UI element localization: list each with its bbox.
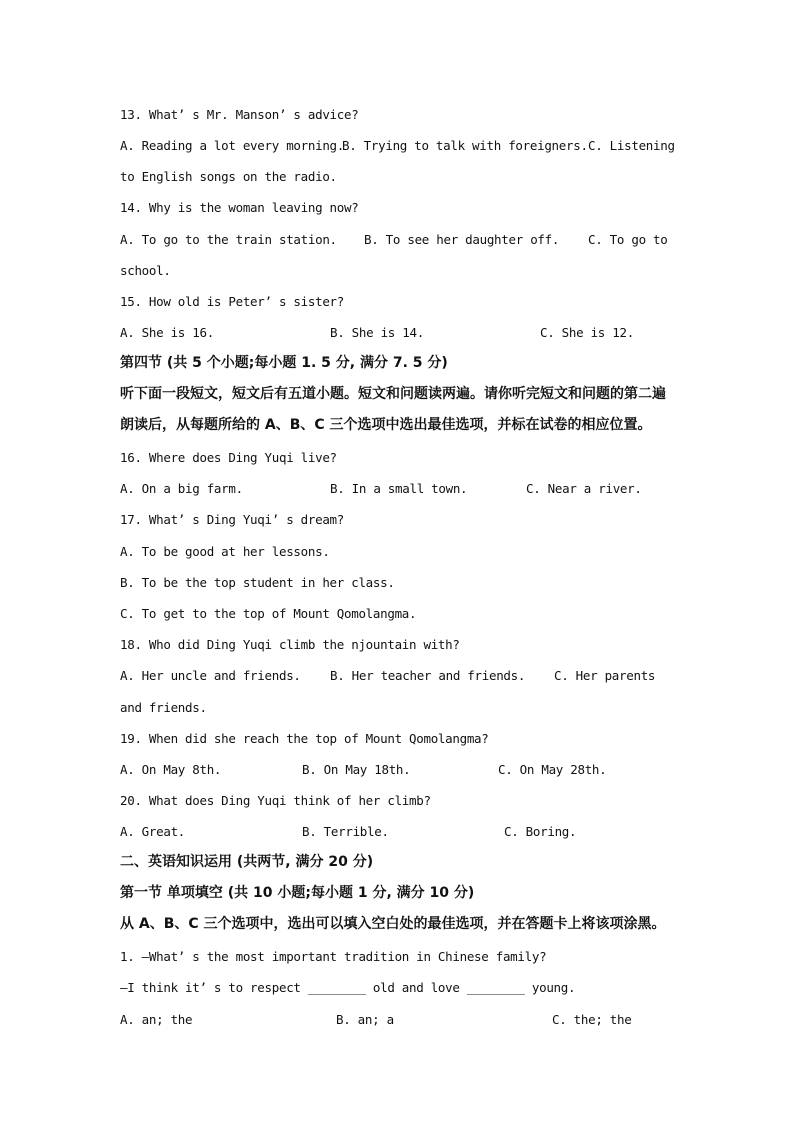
question-1-line-1: 1. —What’ s the most important tradition in Chinese family? bbox=[120, 949, 547, 964]
option-c: C. the; the bbox=[552, 1012, 632, 1027]
question-19-options bbox=[120, 760, 680, 780]
option-c: C. Near a river. bbox=[526, 481, 642, 496]
section-1-heading: 第一节 单项填空 (共 10 小题;每小题 1 分, 满分 10 分) bbox=[120, 885, 475, 901]
question-1-options bbox=[120, 1010, 680, 1030]
question-14: 14. Why is the woman leaving now? bbox=[120, 200, 359, 215]
question-20: 20. What does Ding Yuqi think of her climb? bbox=[120, 793, 431, 808]
section-4-instruction-2: 朗读后，从每题所给的 A、B、C 三个选项中选出最佳选项，并标在试卷的相应位置。 bbox=[120, 417, 652, 433]
section-1-instruction: 从 A、B、C 三个选项中，选出可以填入空白处的最佳选项，并在答题卡上将该项涂黑。 bbox=[120, 916, 666, 932]
option-b: B. She is 14. bbox=[330, 325, 424, 340]
section-4-instruction-1: 听下面一段短文，短文后有五道小题。短文和问题读两遍。请你听完短文和问题的第二遍 bbox=[120, 386, 666, 402]
option-b: B. an; a bbox=[336, 1012, 394, 1027]
option-a: A. She is 16. bbox=[120, 325, 214, 340]
question-18-options bbox=[120, 666, 680, 686]
option-b: B. In a small town. bbox=[330, 481, 468, 496]
question-20-options bbox=[120, 822, 680, 842]
option-c: C. Her parents bbox=[554, 668, 656, 683]
question-15: 15. How old is Peter’ s sister? bbox=[120, 294, 344, 309]
question-14-options bbox=[120, 230, 680, 250]
option-c: C. Listening bbox=[588, 138, 675, 153]
question-16-options bbox=[120, 479, 680, 499]
option-c-continued: and friends. bbox=[120, 700, 207, 715]
part-2-heading: 二、英语知识运用 (共两节, 满分 20 分) bbox=[120, 854, 374, 870]
option-c: C. To go to bbox=[588, 232, 668, 247]
option-b: B. On May 18th. bbox=[302, 762, 411, 777]
question-13: 13. What’ s Mr. Manson’ s advice? bbox=[120, 107, 359, 122]
question-17: 17. What’ s Ding Yuqi’ s dream? bbox=[120, 512, 344, 527]
option-a: A. On a big farm. bbox=[120, 481, 243, 496]
option-c: C. On May 28th. bbox=[498, 762, 607, 777]
option-c-continued: school. bbox=[120, 263, 171, 278]
option-a: A. Reading a lot every morning. bbox=[120, 138, 344, 153]
option-b: B. Terrible. bbox=[302, 824, 389, 839]
question-1-line-2: —I think it’ s to respect ________ old and love ________ young. bbox=[120, 980, 576, 995]
option-c: C. She is 12. bbox=[540, 325, 634, 340]
question-16: 16. Where does Ding Yuqi live? bbox=[120, 450, 337, 465]
option-b: B. To be the top student in her class. bbox=[120, 575, 395, 590]
option-b: B. Her teacher and friends. bbox=[330, 668, 526, 683]
option-a: A. To be good at her lessons. bbox=[120, 544, 330, 559]
option-a: A. an; the bbox=[120, 1012, 193, 1027]
option-a: A. Great. bbox=[120, 824, 186, 839]
option-c: C. To get to the top of Mount Qomolangma. bbox=[120, 606, 417, 621]
option-a: A. Her uncle and friends. bbox=[120, 668, 301, 683]
question-13-options bbox=[120, 136, 680, 156]
question-15-options bbox=[120, 323, 680, 343]
question-19: 19. When did she reach the top of Mount Qomolangma? bbox=[120, 731, 489, 746]
option-a: A. On May 8th. bbox=[120, 762, 222, 777]
question-18: 18. Who did Ding Yuqi climb the njountain with? bbox=[120, 637, 460, 652]
section-4-heading: 第四节 (共 5 个小题;每小题 1. 5 分, 满分 7. 5 分) bbox=[120, 355, 448, 371]
option-c-continued: to English songs on the radio. bbox=[120, 169, 337, 184]
option-a: A. To go to the train station. bbox=[120, 232, 337, 247]
option-b: B. Trying to talk with foreigners. bbox=[342, 138, 588, 153]
option-c: C. Boring. bbox=[504, 824, 577, 839]
option-b: B. To see her daughter off. bbox=[364, 232, 560, 247]
